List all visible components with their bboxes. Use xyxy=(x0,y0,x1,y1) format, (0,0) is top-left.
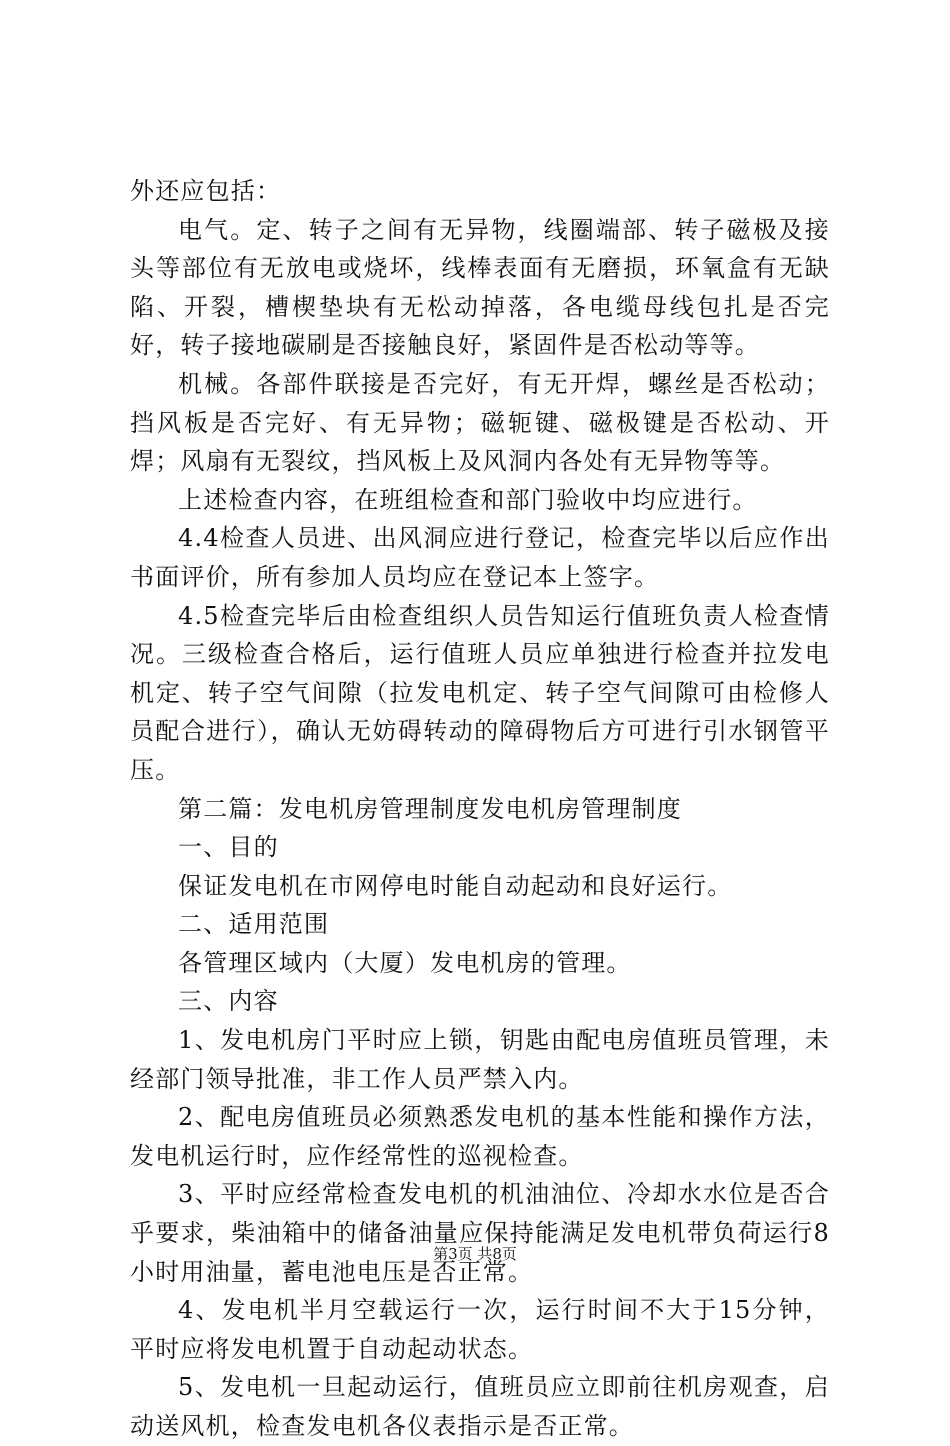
paragraph-inspection-scope: 上述检查内容，在班组检查和部门验收中均应进行。 xyxy=(178,485,758,514)
heading-scope: 二、适用范围 xyxy=(178,910,330,939)
list-item-2: 2、配电房值班员必须熟悉发电机的基本性能和操作方法，发电机运行时，应作经常性的巡视检查。 xyxy=(130,1103,830,1170)
list-item-3: 3、平时应经常检查发电机的机油油位、冷却水水位是否合乎要求，柴油箱中的储备油量应保持能满足发电机带负荷运行8小时用油量，蓄电池电压是否正常。 xyxy=(130,1180,830,1286)
page-number-footer: 第3页 共8页 xyxy=(433,1245,517,1263)
paragraph-electrical: 电气。定、转子之间有无异物，线圈端部、转子磁极及接头等部位有无放电或烧坏，线棒表面有无磨损，环氧盒有无缺陷、开裂，槽楔垫块有无松动掉落，各电缆母线包扎是否完好，转子接地碳刷是否接触良好，紧固件是否松动等等。 xyxy=(130,215,830,360)
heading-content: 三、内容 xyxy=(178,987,279,1016)
paragraph-4-4: 4.4检查人员进、出风洞应进行登记，检查完毕以后应作出书面评价，所有参加人员均应在登记本上签字。 xyxy=(130,524,830,591)
section-heading-part-two: 第二篇：发电机房管理制度发电机房管理制度 xyxy=(178,794,682,823)
paragraph-scope: 各管理区域内（大厦）发电机房的管理。 xyxy=(178,948,632,977)
list-item-4: 4、发电机半月空载运行一次，运行时间不大于15分钟，平时应将发电机置于自动起动状态。 xyxy=(130,1296,830,1363)
paragraph-4-5: 4.5检查完毕后由检查组织人员告知运行值班负责人检查情况。三级检查合格后，运行值班人员应单独进行检查并拉发电机定、转子空气间隙（拉发电机定、转子空气间隙可由检修人员配合进行），确认无妨碍转动的障碍物后方可进行引水钢管平压。 xyxy=(130,601,830,784)
paragraph-purpose: 保证发电机在市网停电时能自动起动和良好运行。 xyxy=(178,871,733,900)
paragraph-mechanical: 机械。各部件联接是否完好，有无开焊，螺丝是否松动；挡风板是否完好、有无异物；磁轭键、磁极键是否松动、开焊；风扇有无裂纹，挡风板上及风洞内各处有无异物等等。 xyxy=(130,369,830,476)
list-item-5: 5、发电机一旦起动运行，值班员应立即前往机房观查，启动送风机，检查发电机各仪表指示是否正常。 xyxy=(130,1373,830,1440)
paragraph-continuation: 外还应包括： xyxy=(130,177,282,205)
heading-purpose: 一、目的 xyxy=(178,833,279,862)
list-item-1: 1、发电机房门平时应上锁，钥匙由配电房值班员管理，未经部门领导批准，非工作人员严禁入内。 xyxy=(130,1026,830,1093)
